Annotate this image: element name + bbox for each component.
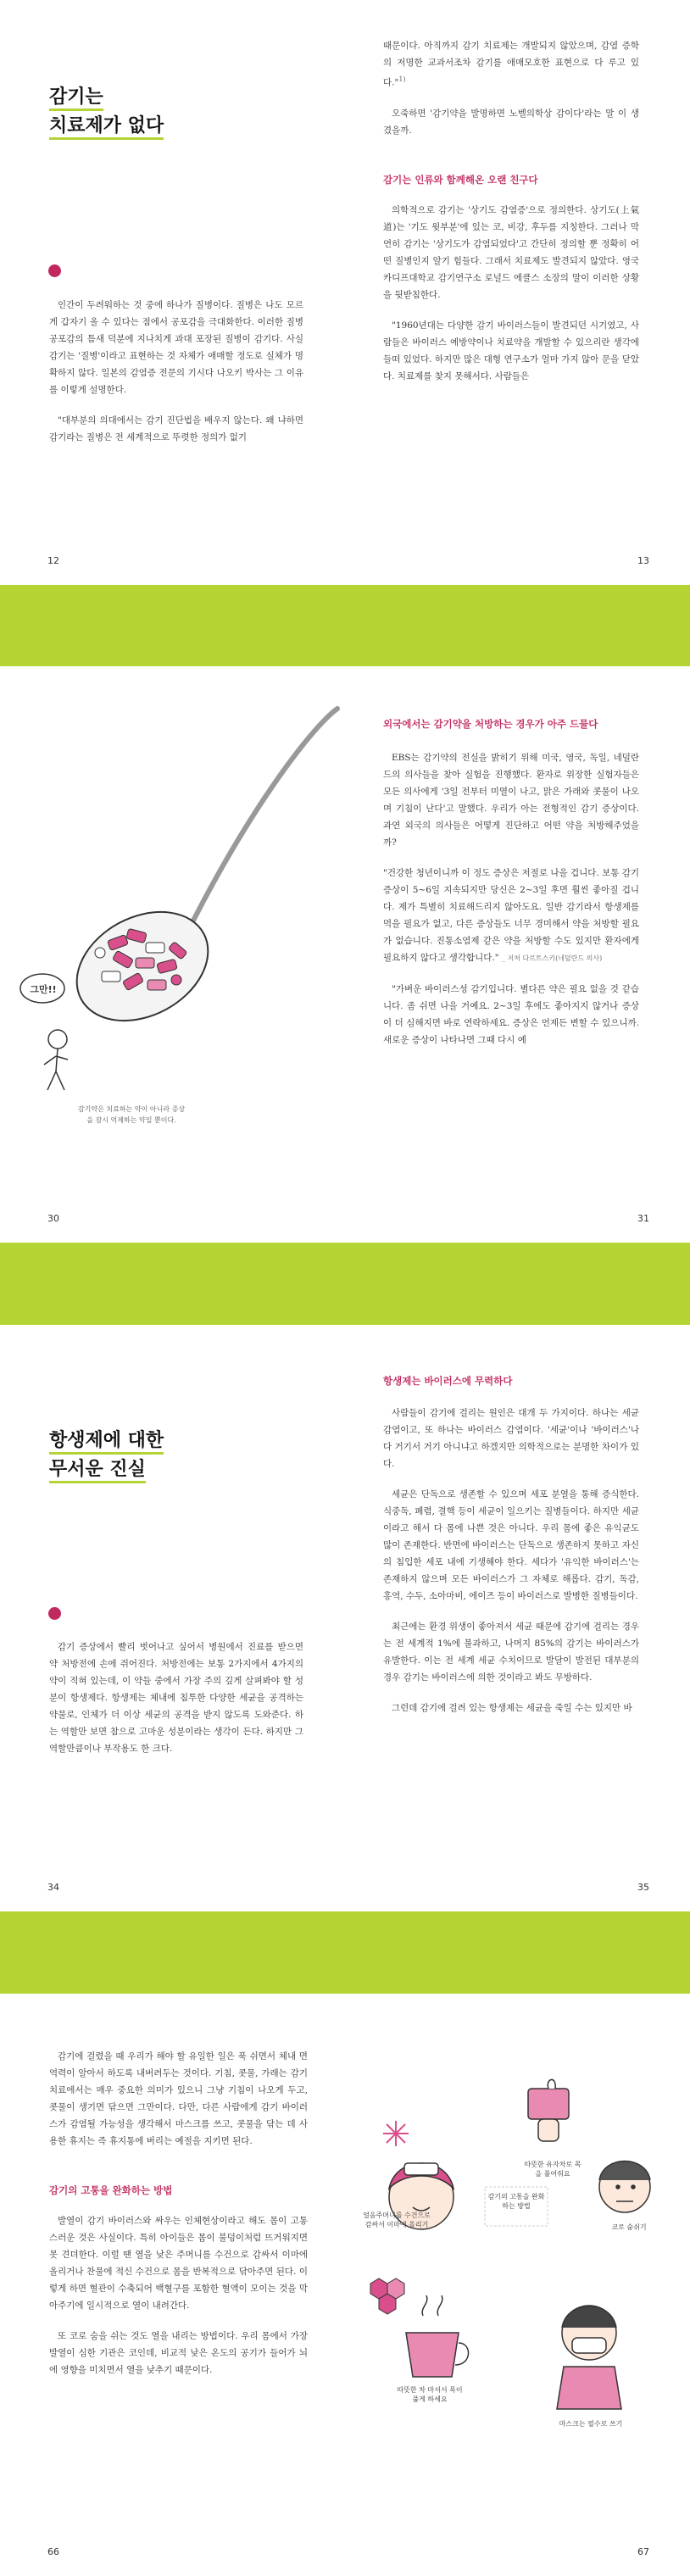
page-number: 12: [47, 555, 59, 566]
speech-bubble-text: 그만!!: [30, 984, 57, 995]
person-with-mask: [557, 2306, 621, 2409]
title-line-2: 무서운 진실: [49, 1459, 146, 1483]
paragraph: "가벼운 바이러스성 감기입니다. 별다른 약은 필요 없을 것 같습니다. 좀 쉬면 나을 거예요. 2~3일 후에도 좋아지지 않거나 증상이 더 심해지면 바로 연락하세요. 증상은 언제든 변할 수 있으니까. 새로운 증상이 나타나면 그때 다시 예: [383, 984, 639, 1045]
paragraph: 또 코로 숨을 쉬는 것도 열을 내리는 방법이다. 우리 몸에서 가장 발열이 심한 기관은 코인데, 비교적 낮은 온도의 공기가 들어가 뇌에 영향을 미치면서 열을 낮추기 때문이다.: [49, 2331, 308, 2375]
spoon-handle: [193, 709, 337, 921]
title-line-1: 감기는: [49, 86, 103, 111]
illustration-caption: 감기약은 치료하는 약이 아니라 증상을 잠시 억제하는 약일 뿐이다.: [77, 1105, 186, 1124]
spread-pages-30-31: [0, 666, 690, 1243]
page-67: [345, 1994, 690, 2576]
footnote-ref: 1): [398, 75, 406, 83]
small-person-figure: [44, 1030, 68, 1090]
paragraph: 최근에는 환경 위생이 좋아져서 세균 때문에 감기에 걸리는 경우는 전 세계적 1%에 불과하고, 나머지 85%의 감기는 바이러스가 유발한다. 이는 전 세계 세균 수치이므로 발달이 발전된 대부분의 경우 감기는 바이러스에 의한 것이라고 봐도 무방하다.: [383, 1622, 639, 1683]
spoon-with-pills-illustration: [0, 692, 345, 1132]
label-mask: 마스크는 필수로 쓰기: [559, 2420, 623, 2428]
page-35: [345, 1325, 690, 1911]
chapter-title: [49, 1427, 164, 1484]
paragraph: "대부분의 의대에서는 감기 진단법을 배우지 않는다. 왜 냐하면 감기라는 질병은 전 세계적으로 뚜렷한 정의가 없기: [49, 415, 303, 442]
section-bullet: [48, 1607, 61, 1620]
section-bullet: [48, 264, 61, 277]
paragraph: 감기 증상에서 빨리 벗어나고 싶어서 병원에서 진료를 받으면 약 처방전에 손에 쥐어진다. 처방전에는 보통 2가지에서 4가지의 약이 적혀 있는데, 이 약들 중에서 가장 주의 깊게 살펴봐야 할 성분이 항생제다. 항생제는 체내에 침투한 다양한 세균을 공격하는 약물로, 인체가 더 이상 세균의 공격을 받지 않도록 도와준다. 하는 역할만 보면 참으로 고마운 성분이라는 생각이 든다. 하지만 그 역할만큼이나 부작용도 한 크다.: [49, 1642, 303, 1754]
page-12: [0, 0, 345, 585]
label-center-title: 감기의 고통을 완화하는 방법: [487, 2193, 545, 2210]
section-heading: 외국에서는 감기약을 처방하는 경우가 아주 드물다: [383, 718, 598, 730]
page-34: [0, 1325, 345, 1911]
page-66: [0, 1994, 345, 2576]
paragraph: 인간이 두려워하는 것 중에 하나가 질병이다. 질병은 나도 모르게 갑자기 올 수 있다는 점에서 공포감을 극대화한다. 이러한 질병 공포감의 틈새 덕분에 지나치게 과대 포장된 질병이 감기다. 사실 감기는 '질병'이라고 표현하는 것 자체가 애매할 정도로 실체가 명확하지 않다. 일본의 감염증 전문의 기시다 나오키 박사는 그 이유를 이렇게 설명한다.: [49, 300, 303, 395]
page-13: [345, 0, 690, 585]
page-30: [0, 666, 345, 1243]
paragraph: 의학적으로 감기는 '상기도 감염증'으로 정의한다. 상기도(上氣道)는 '기도 윗부분'에 있는 코, 비강, 후두를 지칭한다. 그러나 막연히 감기는 '상기도가 감염되었다'고 간단히 정의할 뿐 정확히 어떤 질병인지 알기 힘들다. 그래서 치료제도 발견되지 않았다. 영국 카디프대학교 감기연구소 로널드 에클스 소장의 말이 이러한 상황을 뒷받침한다.: [383, 204, 639, 300]
page-number: 35: [637, 1882, 649, 1893]
cold-relief-illustration: [345, 2045, 690, 2519]
label-warm-tea: 따뜻한 차 마셔서 목이 풀게 하세요: [397, 2386, 463, 2403]
paragraph: 세균은 단독으로 생존할 수 있으며 세포 분열을 통해 증식한다. 식중독, 폐렴, 결핵 등이 세균이 일으키는 질병들이다. 하지만 세균이라고 해서 다 몸에 나쁜 것은 아니다. 우리 몸에 좋은 유익균도 많이 존재한다. 반면에 바이러스는 단독으로 생존하지 못하고 자신의 침입한 세포 내에 기생해야 한다. 세다가 '유익한 바이러스'는 존재하지 않으며 모든 바이러스가 그 자체로 해롭다. 감기, 독감, 홍역, 수두, 소아마비, 에이즈 등이 바이러스로 발병한 질병들이다.: [383, 1489, 639, 1601]
label-throat-tea: 따뜻한 유자차로 목을 풀어줘요: [524, 2161, 581, 2178]
spread-pages-12-13: [0, 0, 690, 585]
paragraph: 발열이 감기 바이러스와 싸우는 인체현상이라고 해도 몸이 고통스러운 것은 사실이다. 특히 아이들은 몸이 불덩이처럼 뜨거워지면 못 견뎌한다. 이럴 땐 열을 낮은 주머니를 수건으로 감싸서 이마에 올리거나 찬물에 적신 수건으로 몸을 반복적으로 닦아주면 된다. 이렇게 하면 혈관이 수축되어 백혈구를 포함한 혈액이 모이는 것을 막아주기에 일시적으로 열이 내려간다.: [49, 2216, 308, 2311]
snowflake-icon: [383, 2121, 409, 2146]
person-breathing: [599, 2162, 650, 2213]
hand-with-tissue: [528, 2079, 569, 2141]
section-heading: 감기의 고통을 완화하는 방법: [49, 2184, 173, 2196]
tea-cup-icon: [406, 2295, 469, 2377]
hexagon-icon: [370, 2278, 404, 2314]
page-number: 67: [637, 2546, 649, 2557]
section-heading: 항생제는 바이러스에 무력하다: [383, 1375, 513, 1387]
page-31: [345, 666, 690, 1243]
paragraph: 사람들이 감기에 걸리는 원인은 대개 두 가지이다. 하나는 세균 감염이고, 또 하나는 바이러스 감염이다. '세균'이나 '바이러스'나 다 거기서 거기 아니냐고 하겠지만 의학적으로는 분명한 차이가 있다.: [383, 1408, 639, 1469]
page-number: 31: [637, 1213, 649, 1224]
quote-paragraph: "건강한 청년이니까 이 정도 증상은 저절로 나을 겁니다. 보통 감기 증상이 5~6일 지속되지만 당신은 2~3일 후면 훨씬 좋아질 겁니다. 제가 특별히 치료해드리지 않아도요. 일반 감기라서 항생제를 먹을 필요가 없고, 다른 증상들도 너무 경미해서 약을 처방할 필요가 없습니다. 진통소염제 같은 약을 처방할 수도 있지만 환자에게 필요하지 않다고 생각합니다.": [383, 868, 639, 963]
label-nose-breathing: 코로 숨쉬기: [611, 2223, 647, 2231]
label-ice-pack: 얼음주머니를 수건으로 감싸서 이마에 올리기: [363, 2212, 431, 2228]
page-number: 13: [637, 555, 649, 566]
spread-pages-66-67: [0, 1994, 690, 2576]
paragraph: 그런데 감기에 걸려 있는 항생제는 세균을 죽일 수는 있지만 바: [392, 1703, 632, 1713]
paragraph: 때문이다. 아직까지 감기 치료제는 개발되지 않았으며, 감염 증학의 저명한 교과서조차 감기를 애매모호한 표현으로 다 루고 있다.": [383, 41, 639, 88]
paragraph: 감기에 걸렸을 때 우리가 해야 할 유일한 일은 푹 쉬면서 체내 면역력이 알아서 하도록 내버려두는 것이다. 기침, 콧물, 가래는 감기 치료에서는 매우 중요한 의미가 있으니 그냥 기침이 나오게 두고, 콧물이 생기면 닦으면 그만이다. 다만, 다른 사람에게 감기 바이러스가 감염될 가능성을 생각해서 마스크를 쓰고, 콧물을 닦는 데 사용한 휴지는 즉 휴지통에 버리는 예절을 지키면 된다.: [49, 2051, 308, 2146]
quote-citation: _ 저처 다르트스키(네덜란드 의사): [501, 954, 603, 962]
title-line-2: 치료제가 없다: [49, 115, 164, 140]
paragraph: "1960년대는 다양한 감기 바이러스들이 발견되던 시기였고, 사람들은 바이러스 예방약이나 치료약을 개발할 수 있으리란 생각에 들떠 있었다. 하지만 많은 대형 연구소가 얼마 가지 않아 문을 닫았다. 치료제를 찾지 못해서다. 사람들은: [383, 320, 639, 381]
title-line-1: 항생제에 대한: [49, 1430, 164, 1455]
section-heading: 감기는 인류와 함께해온 오랜 친구다: [383, 173, 538, 186]
page-number: 30: [47, 1213, 59, 1224]
paragraph: 오죽하면 '감기약을 발명하면 노벨의학상 감이다'라는 말 이 생겼을까.: [383, 108, 639, 136]
page-number: 34: [47, 1882, 59, 1893]
page-number: 66: [47, 2546, 59, 2557]
spread-pages-34-35: [0, 1325, 690, 1911]
chapter-title: [49, 83, 164, 141]
paragraph: EBS는 감기약의 전실을 밝히기 위해 미국, 영국, 독일, 네덜란드의 의사들을 찾아 실험을 진행했다. 환자로 위장한 실험자들은 모든 의사에게 '3일 전부터 미열이 나고, 맑은 가래와 콧물이 나오며 기침이 난다'고 말했다. 우리가 아는 전형적인 감기 증상이다. 과연 외국의 의사들은 어떻게 진단하고 어떤 약을 처방해주었을까?: [383, 753, 639, 848]
